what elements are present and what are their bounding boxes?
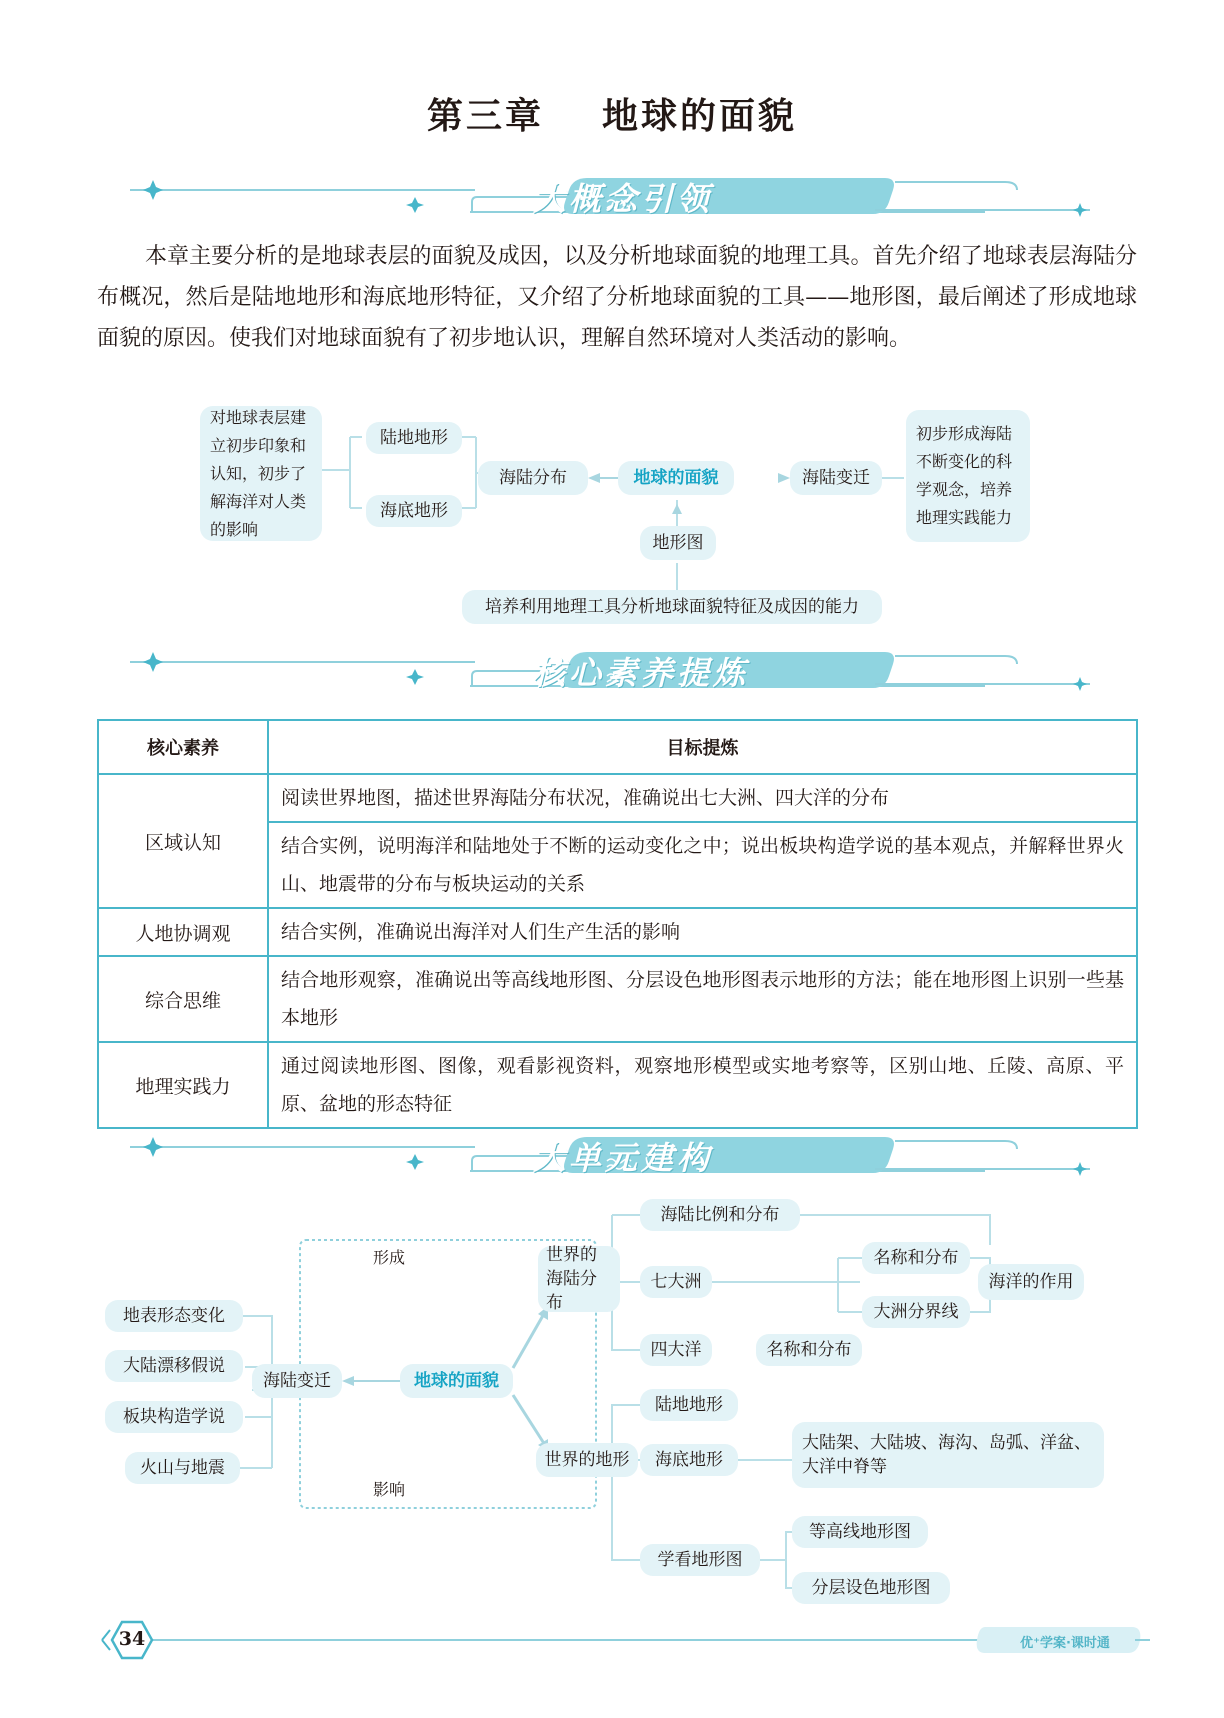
- unit-layered-map: 分层设色地形图: [792, 1572, 950, 1604]
- brand-logo: 优⁺学案·课时通: [1020, 1636, 1110, 1651]
- table-cell-label: 综合思维: [98, 956, 268, 1042]
- concept-center-node: 地球的面貌: [618, 461, 734, 495]
- unit-label-formation: 形成: [373, 1248, 406, 1267]
- table-cell-goal: 结合地形观察，准确说出等高线地形图、分层设色地形图表示地形的方法；能在地形图上识别一些基本地形: [268, 956, 1137, 1042]
- unit-change-item: 大陆漂移假说: [105, 1350, 243, 1382]
- table-cell-label: 人地协调观: [98, 908, 268, 956]
- unit-sea-land-change: 海陆变迁: [252, 1364, 342, 1398]
- unit-label-influence: 影响: [373, 1480, 406, 1499]
- concept-seabed-terrain: 海底地形: [366, 495, 462, 527]
- chapter-name: 地球的面貌: [602, 96, 798, 137]
- table-header-goal: 目标提炼: [268, 720, 1137, 774]
- table-cell-label: 区域认知: [98, 774, 268, 908]
- unit-ocean-names: 名称和分布: [756, 1334, 862, 1366]
- table-cell-goal: 结合实例，说明海洋和陆地处于不断的运动变化之中；说出板块构造学说的基本观点，并解释世界火山、地震带的分布与板块运动的关系: [268, 822, 1137, 908]
- unit-oceans: 四大洋: [640, 1334, 712, 1366]
- concept-bottom-goal: 培养利用地理工具分析地球面貌特征及成因的能力: [462, 590, 882, 624]
- unit-continent-names: 名称和分布: [862, 1242, 970, 1274]
- unit-world-terrain: 世界的地形: [536, 1443, 638, 1477]
- unit-land-terrain: 陆地地形: [640, 1389, 738, 1421]
- concept-land-terrain: 陆地地形: [366, 422, 462, 454]
- concept-left-goal: 对地球表层建立初步印象和认知，初步了解海洋对人类的影响: [200, 406, 322, 541]
- unit-sea-terrain: 海底地形: [640, 1444, 738, 1476]
- intro-paragraph: 本章主要分析的是地球表层的面貌及成因，以及分析地球面貌的地理工具。首先介绍了地球表层海陆分布概况，然后是陆地地形和海底地形特征，又介绍了分析地球面貌的工具——地形图，最后阐述了形成地球面貌的原因。使我们对地球面貌有了初步地认识，理解自然环境对人类活动的影响。: [97, 244, 1137, 351]
- unit-continent-border: 大洲分界线: [862, 1296, 970, 1328]
- unit-contour-map: 等高线地形图: [792, 1516, 928, 1548]
- unit-change-item: 板块构造学说: [105, 1401, 243, 1433]
- unit-change-item: 地表形态变化: [105, 1300, 243, 1332]
- concept-sea-land-distribution: 海陆分布: [478, 461, 588, 495]
- unit-read-map: 学看地形图: [640, 1544, 760, 1576]
- unit-center-node: 地球的面貌: [400, 1364, 513, 1398]
- concept-sea-land-change: 海陆变迁: [790, 461, 882, 495]
- unit-sea-terrain-items: 大陆架、大陆坡、海沟、岛弧、洋盆、大洋中脊等: [792, 1422, 1104, 1488]
- table-cell-goal: 结合实例，准确说出海洋对人们生产生活的影响: [268, 908, 1137, 956]
- section-title-unit: 大单元建构: [533, 1139, 714, 1177]
- unit-change-item: 火山与地震: [125, 1452, 240, 1484]
- unit-ratio-distribution: 海陆比例和分布: [640, 1199, 800, 1231]
- concept-topographic-map: 地形图: [640, 526, 716, 560]
- section-title-core: 核心素养提炼: [533, 654, 750, 692]
- table-cell-goal: 通过阅读地形图、图像，观看影视资料，观察地形模型或实地考察等，区别山地、丘陵、高原、平原、盆地的形态特征: [268, 1042, 1137, 1128]
- section-title-concept: 大概念引领: [533, 180, 714, 218]
- table-header-literacy: 核心素养: [98, 720, 268, 774]
- table-cell-goal: 阅读世界地图，描述世界海陆分布状况，准确说出七大洲、四大洋的分布: [268, 774, 1137, 822]
- concept-right-goal: 初步形成海陆不断变化的科学观念，培养地理实践能力: [906, 410, 1030, 542]
- unit-ocean-role: 海洋的作用: [978, 1264, 1084, 1300]
- unit-world-distribution: 世界的海陆分布: [538, 1246, 620, 1312]
- table-cell-label: 地理实践力: [98, 1042, 268, 1128]
- chapter-number: 第三章: [426, 96, 544, 137]
- page-number: 34: [118, 1628, 146, 1650]
- unit-continents: 七大洲: [640, 1266, 712, 1298]
